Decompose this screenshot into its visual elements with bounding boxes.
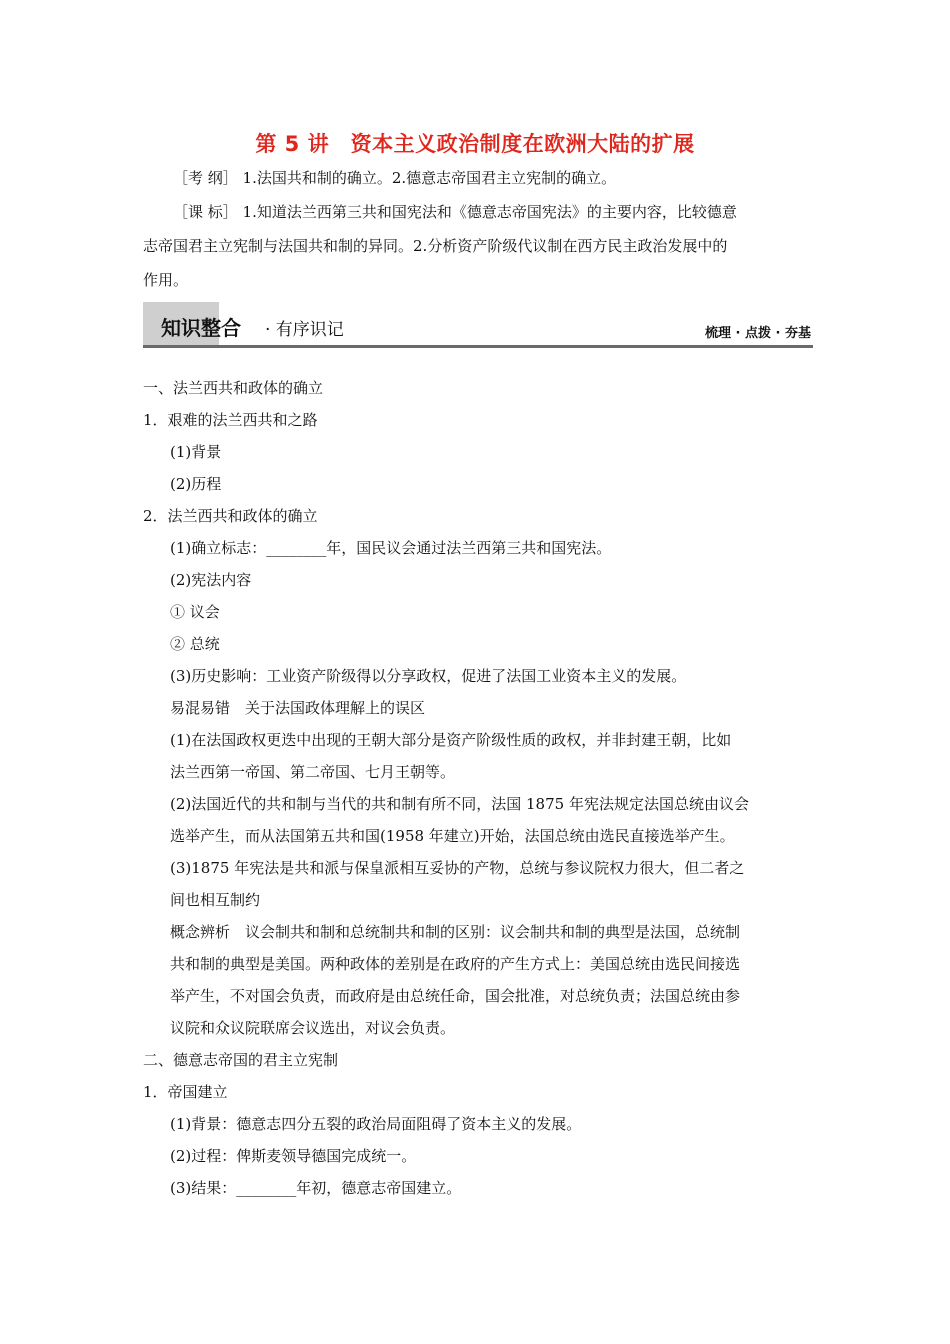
content-line: (2)宪法内容 [170, 571, 252, 589]
content-line: (1)确立标志：________年，国民议会通过法兰西第三共和国宪法。 [170, 539, 612, 557]
content-line: 议院和众议院联席会议选出，对议会负责。 [170, 1019, 456, 1037]
content-line: (2)过程：俾斯麦领导德国完成统一。 [170, 1147, 417, 1165]
syllabus-block [143, 161, 811, 297]
content-line: (1)背景 [170, 443, 222, 461]
content-line: (3)历史影响：工业资产阶级得以分享政权，促进了法国工业资本主义的发展。 [170, 667, 687, 685]
kaogang-line: ［考 纲］ 1.法国共和制的确立。2.德意志帝国君主立宪制的确立。 [173, 169, 617, 187]
content-line: 1．帝国建立 [143, 1083, 228, 1101]
content-line: (1)背景：德意志四分五裂的政治局面阻碍了资本主义的发展。 [170, 1115, 582, 1133]
content-line: 共和制的典型是美国。两种政体的差别是在政府的产生方式上：美国总统由选民间接选 [170, 955, 741, 973]
content-line: 二、德意志帝国的君主立宪制 [143, 1051, 339, 1069]
content-line: 间也相互制约 [170, 891, 261, 909]
content-line: 举产生，不对国会负责，而政府是由总统任命，国会批准，对总统负责；法国总统由参 [170, 987, 741, 1005]
content-line: 易混易错 关于法国政体理解上的误区 [170, 699, 426, 717]
banner-rule [143, 345, 813, 348]
content-line: (2)历程 [170, 475, 222, 493]
content-line: (1)在法国政权更迭中出现的王朝大部分是资产阶级性质的政权，并非封建王朝，比如 [170, 731, 732, 749]
content-line: 概念辨析 议会制共和制和总统制共和制的区别：议会制共和制的典型是法国，总统制 [170, 923, 741, 941]
content-line: (3)1875 年宪法是共和派与保皇派相互妥协的产物，总统与参议院权力很大，但二者之 [170, 859, 745, 877]
content-body [143, 372, 815, 1204]
content-line: ② 总统 [170, 635, 220, 653]
kebiao-line: 志帝国君主立宪制与法国共和制的异同。2.分析资产阶级代议制在西方民主政治发展中的 [143, 237, 728, 255]
content-line: (3)结果：________年初，德意志帝国建立。 [170, 1179, 462, 1197]
content-line: 选举产生，而从法国第五共和国(1958 年建立)开始，法国总统由选民直接选举产生。 [170, 827, 735, 845]
content-line: 一、法兰西共和政体的确立 [143, 379, 324, 397]
content-line: ① 议会 [170, 603, 220, 621]
content-line: 2．法兰西共和政体的确立 [143, 507, 318, 525]
kebiao-line: ［课 标］ 1.知道法兰西第三共和国宪法和《德意志帝国宪法》的主要内容，比较德意 [173, 203, 737, 221]
content-line: 1．艰难的法兰西共和之路 [143, 411, 318, 429]
section-banner [143, 302, 813, 348]
kebiao-line: 作用。 [143, 271, 189, 289]
content-line: 法兰西第一帝国、第二帝国、七月王朝等。 [170, 763, 456, 781]
banner-tagline: 梳理 · 点拨 · 夯基 [705, 326, 811, 341]
banner-title: 知识整合 [161, 316, 241, 340]
lesson-title: 第 5 讲 资本主义政治制度在欧洲大陆的扩展 [255, 132, 695, 156]
content-line: (2)法国近代的共和制与当代的共和制有所不同，法国 1875 年宪法规定法国总统由议会 [170, 795, 749, 813]
banner-subtitle: · 有序识记 [265, 320, 344, 340]
